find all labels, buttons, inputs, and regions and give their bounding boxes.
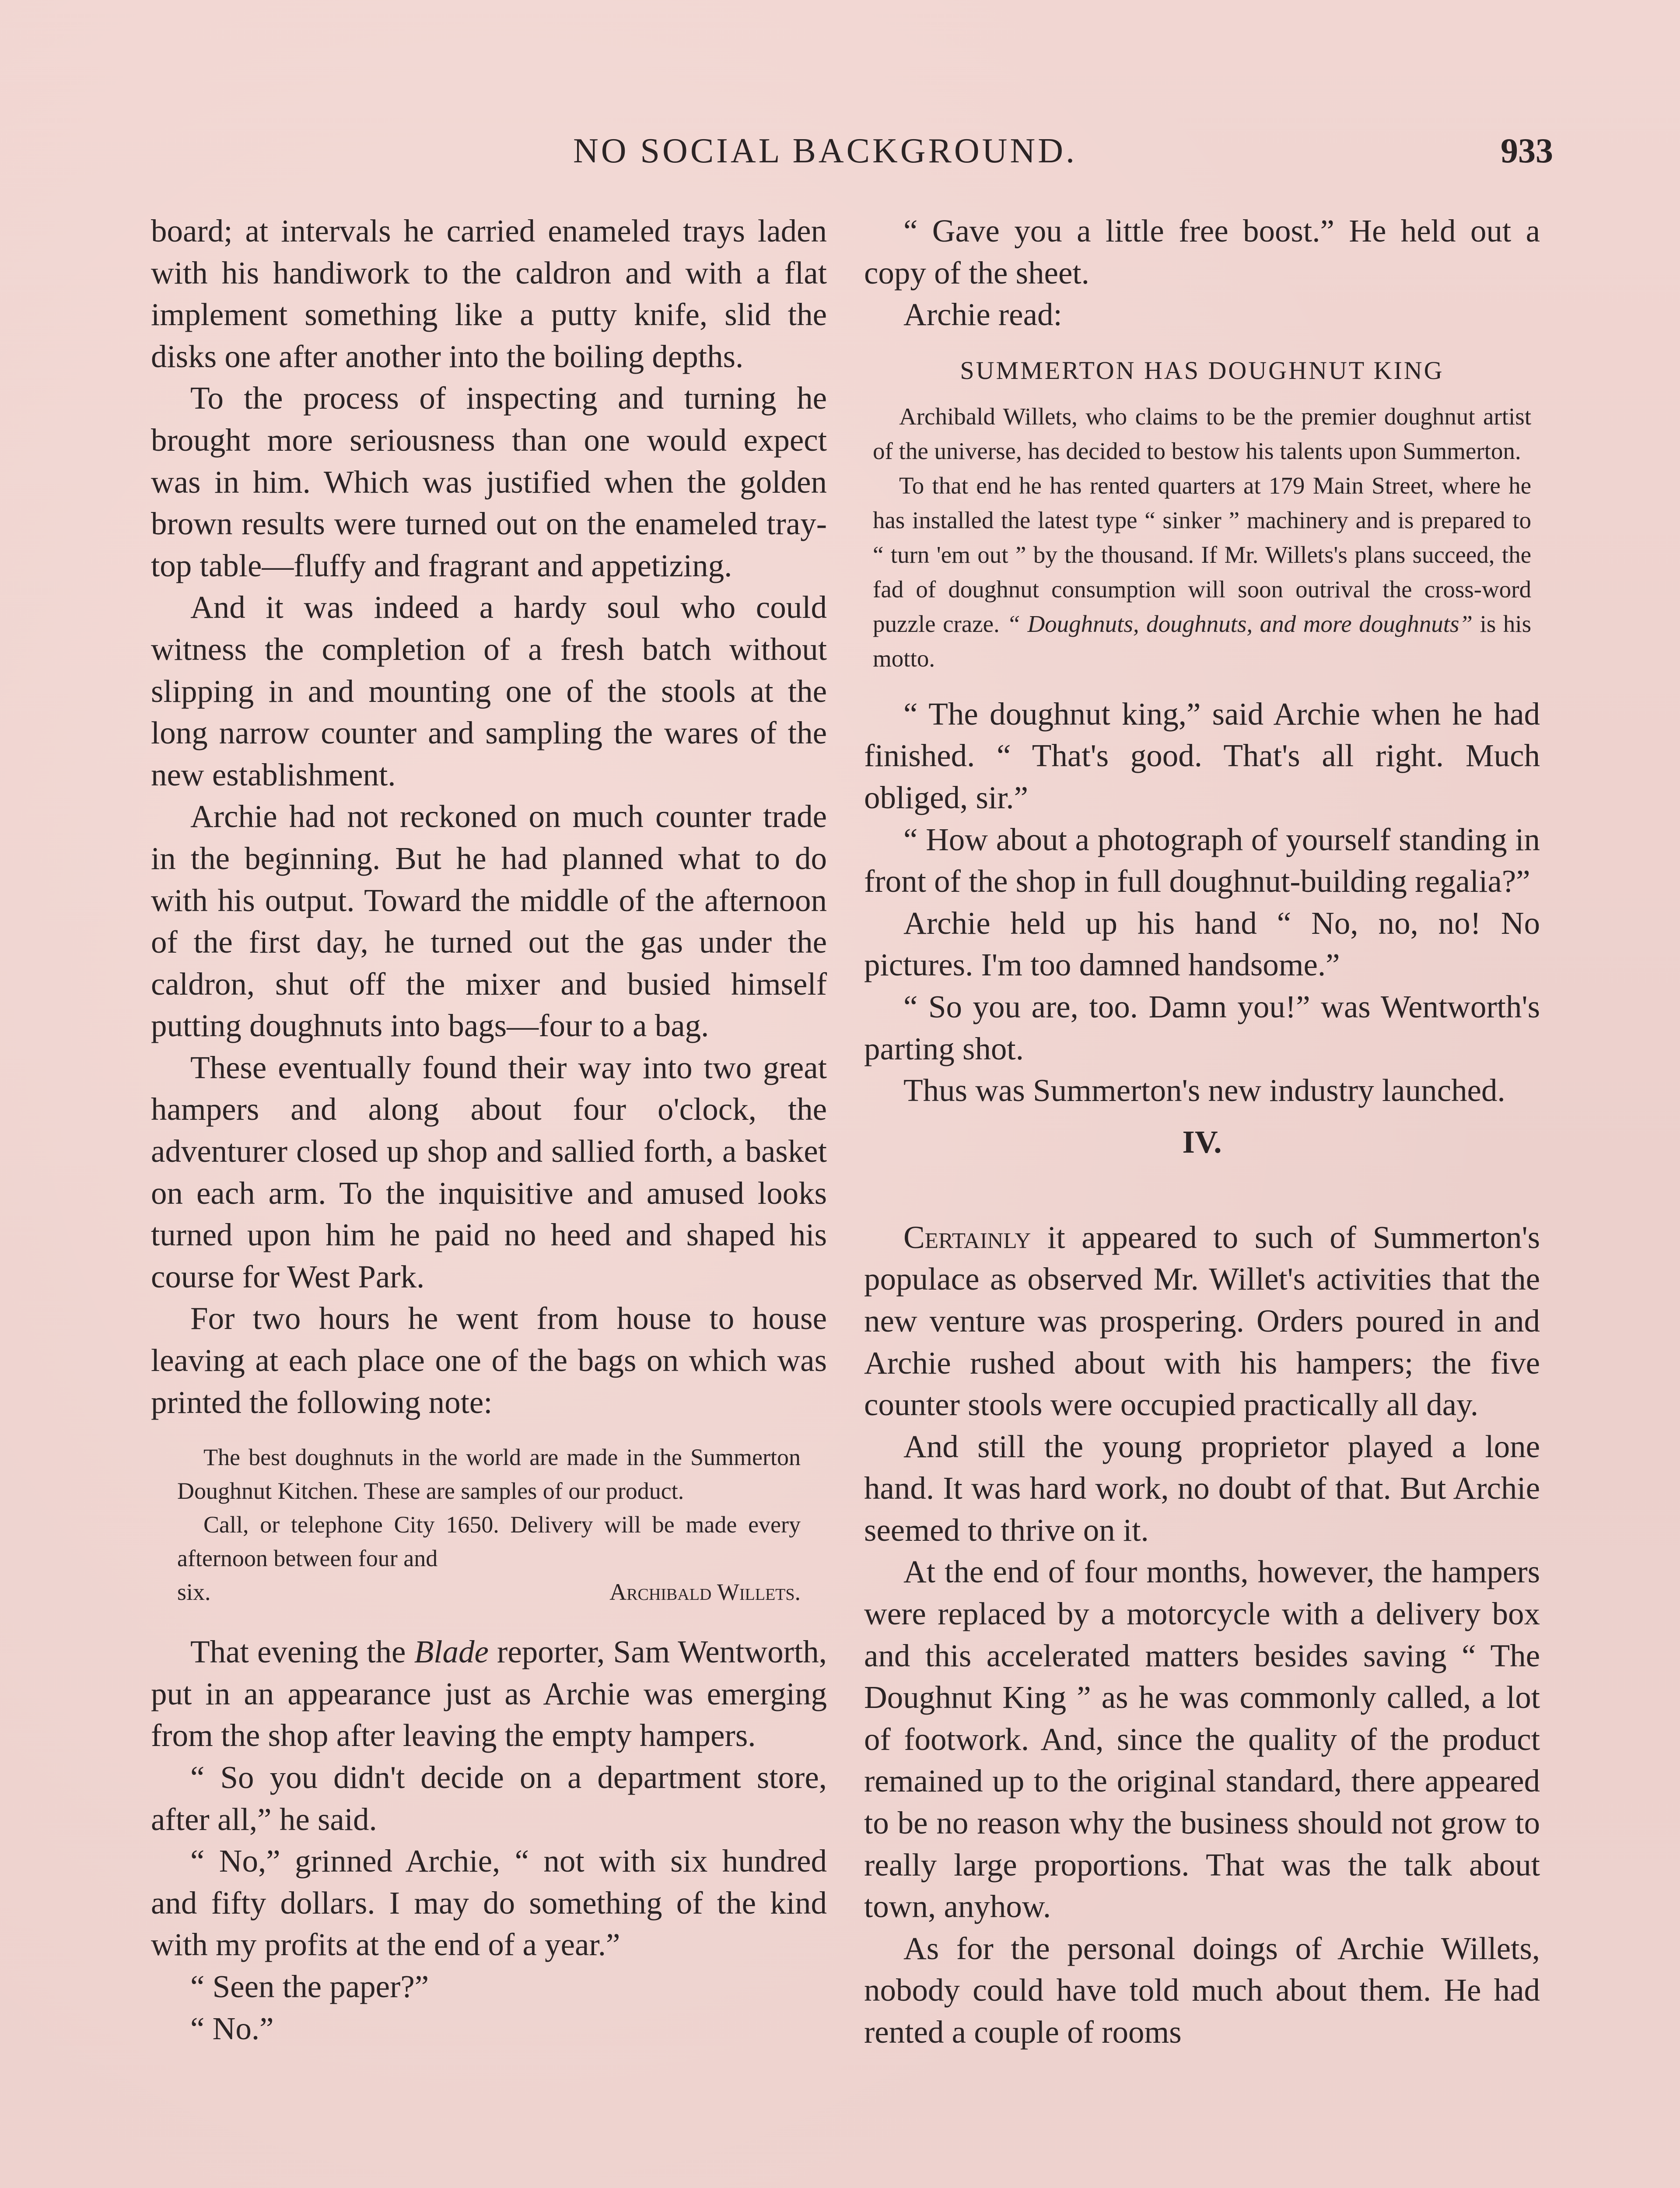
- paragraph: For two hours he went from house to house leaving at each place one of the bags on which was printed the following note:: [151, 1301, 827, 1420]
- note-signature-line: [177, 1575, 801, 1609]
- paragraph: And still the young proprietor played a lone hand. It was hard work, no doubt of that. But Archie seemed to thrive on it.: [864, 1428, 1540, 1548]
- paragraph: As for the personal doings of Archie Willets, nobody could have told much about them. He had rented a couple of rooms: [864, 1930, 1540, 2050]
- text-run: That evening the: [190, 1634, 414, 1670]
- paragraph: [151, 1631, 827, 1757]
- clipping-text: Archibald Willets, who claims to be the premier doughnut artist of the universe, has decided to bestow his talents upon Summerton.: [873, 403, 1531, 464]
- paragraph: At the end of four months, however, the hampers were replaced by a motorcycle with a delivery box and this accelerated matters besides saving “ The Doughnut King ” as he was commonly called, a lot of footwork. And, since the quality of the product remained up to the original standard, there appeared to be no reason why the business should not grow to really large proportions. That was the talk about town, anyhow.: [864, 1554, 1540, 1925]
- paragraph: And it was indeed a hardy soul who could witness the completion of a fresh batch without slipping in and mounting one of the stools at the long narrow counter and sampling the wares of the new establishment.: [151, 589, 827, 792]
- paragraph: “ So you are, too. Damn you!” was Wentworth's parting shot.: [864, 989, 1540, 1066]
- paragraph: Thus was Summerton's new industry launched.: [903, 1073, 1505, 1108]
- page-header: [149, 131, 1553, 179]
- left-column: [151, 210, 827, 2188]
- note-text: six.: [177, 1579, 211, 1606]
- note-text: Call, or telephone City 1650. Delivery will be made every afternoon between four and: [177, 1511, 801, 1572]
- paragraph: Archie read:: [903, 297, 1062, 333]
- text-run: it appeared to such of Summerton's populace as observed Mr. Willet's activities that the new venture was prospering. Orders poured in and Archie rushed about with his hampers; the five counter stools were occupied practically all day.: [864, 1219, 1540, 1423]
- paragraph: Archie had not reckoned on much counter trade in the beginning. But he had planned what to do with his output. Toward the middle of the afternoon of the first day, he turned out the gas under the caldron, shut off the mixer and busied himself putting doughnuts into bags—four to a bag.: [151, 799, 827, 1044]
- running-title: NO SOCIAL BACKGROUND.: [573, 132, 1077, 170]
- paragraph: “ No,” grinned Archie, “ not with six hundred and fifty dollars. I may do something of the kind with my profits at the end of a year.”: [151, 1843, 827, 1963]
- paragraph: [864, 1217, 1540, 1426]
- clipping-text: [873, 468, 1531, 676]
- paragraph: board; at intervals he carried enameled trays laden with his handiwork to the caldron and with a flat implement something like a putty knife, slid the disks one after another into the boiling depths.: [151, 213, 827, 374]
- newspaper-clipping: [873, 353, 1531, 676]
- right-column: [864, 210, 1540, 2188]
- note-signature: Archibald Willets.: [609, 1579, 801, 1606]
- paragraph: To the process of inspecting and turning he brought more seriousness than one would expect was in him. Which was justified when the golden brown results were turned out on the enameled tray-top table—fluffy and fragrant and appetizing.: [151, 380, 827, 583]
- page-number: 933: [1501, 132, 1553, 170]
- paragraph: “ No.”: [190, 2010, 274, 2046]
- note-text: The best doughnuts in the world are made in the Summerton Doughnut Kitchen. These are samples of our product.: [177, 1444, 801, 1504]
- paragraph: Archie held up his hand “ No, no, no! No pictures. I'm too damned handsome.”: [864, 905, 1540, 983]
- paragraph: These eventually found their way into two great hampers and along about four o'clock, the adventurer closed up shop and sallied forth, a basket on each arm. To the inquisitive and amused looks turned upon him he paid no heed and shaped his course for West Park.: [151, 1049, 827, 1294]
- section-heading: IV.: [1182, 1124, 1222, 1160]
- clipping-headline: SUMMERTON HAS DOUGHNUT KING: [960, 356, 1444, 385]
- paragraph: “ The doughnut king,” said Archie when he had finished. “ That's good. That's all right. Much obliged, sir.”: [864, 696, 1540, 815]
- paragraph: “ So you didn't decide on a department store, after all,” he said.: [151, 1760, 827, 1837]
- lead-in-word: Certainly: [903, 1219, 1031, 1255]
- text-run: To that end he has rented quarters at 179 Main Street, where he has installed the latest type “ sinker ” machinery and is prepared to “ turn 'em out ” by the thousand. If Mr. Willets's plans succeed, the fad of doughnut consumption will soon outrival the cross-word puzzle craze.: [873, 472, 1531, 637]
- text-run: reporter, Sam Wentworth, put in an appearance just as Archie was emerging from the shop after leaving the empty hampers.: [151, 1634, 827, 1753]
- newspaper-name: Blade: [414, 1634, 489, 1670]
- paragraph: “ How about a photograph of yourself standing in front of the shop in full doughnut-building regalia?”: [864, 821, 1540, 899]
- motto: “ Doughnuts, doughnuts, and more doughnuts”: [1007, 610, 1473, 637]
- text-run: is his motto.: [873, 610, 1531, 672]
- paragraph: “ Gave you a little free boost.” He held out a copy of the sheet.: [864, 213, 1540, 291]
- printed-note: [177, 1441, 801, 1609]
- paragraph: “ Seen the paper?”: [190, 1968, 429, 2004]
